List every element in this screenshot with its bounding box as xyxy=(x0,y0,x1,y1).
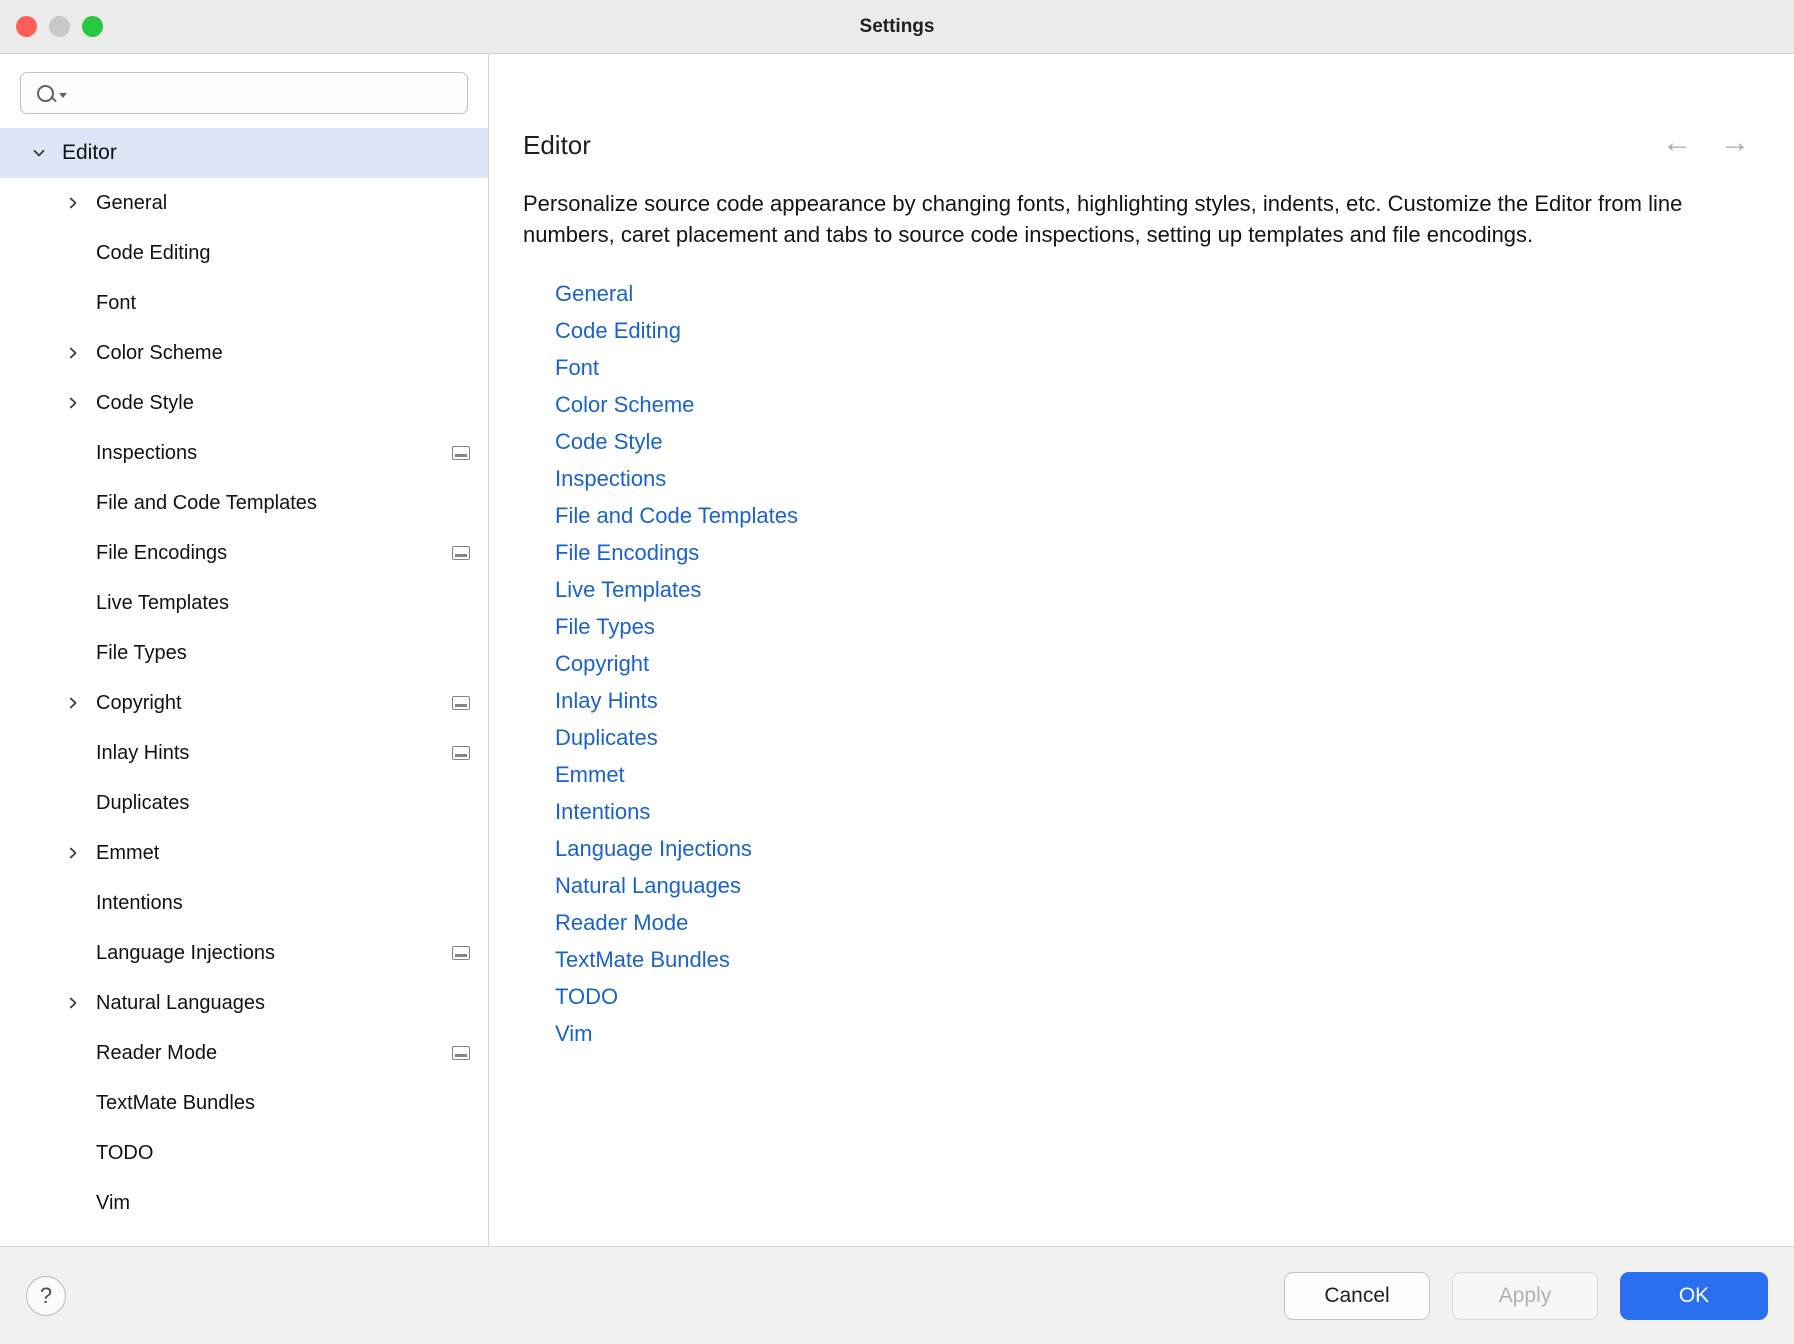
settings-sync-icon xyxy=(452,446,470,460)
window-title: Settings xyxy=(859,15,935,37)
zoom-window-button[interactable] xyxy=(82,16,103,37)
ok-button[interactable]: OK xyxy=(1620,1272,1768,1320)
sidebar-item-label: Language Injections xyxy=(96,941,276,964)
link-reader-mode[interactable]: Reader Mode xyxy=(555,909,689,935)
link-emmet[interactable]: Emmet xyxy=(555,761,625,787)
page-title: Editor xyxy=(523,130,591,160)
sidebar-item-label: Copyright xyxy=(96,691,182,714)
window-body xyxy=(0,54,1794,1246)
chevron-right-icon[interactable] xyxy=(62,695,84,711)
link-textmate-bundles[interactable]: TextMate Bundles xyxy=(555,946,730,972)
settings-tree[interactable] xyxy=(0,128,488,1246)
chevron-down-icon[interactable] xyxy=(59,93,67,98)
sidebar-item-editor[interactable] xyxy=(0,128,488,178)
sidebar-item-natural-languages[interactable] xyxy=(0,978,488,1028)
settings-sync-icon xyxy=(452,746,470,760)
sidebar-item-font[interactable] xyxy=(0,278,488,328)
sidebar-item-intentions[interactable] xyxy=(0,878,488,928)
chevron-down-icon[interactable] xyxy=(28,145,50,161)
sidebar-item-label: TODO xyxy=(96,1141,154,1164)
sidebar-item-label: Reader Mode xyxy=(96,1041,218,1064)
sidebar-item-vim[interactable] xyxy=(0,1178,488,1228)
dialog-footer xyxy=(0,1246,1794,1344)
sidebar-item-label: Inlay Hints xyxy=(96,741,190,764)
sidebar-item-todo[interactable] xyxy=(0,1128,488,1178)
link-vim[interactable]: Vim xyxy=(555,1020,593,1046)
sidebar-item-label: Code Style xyxy=(96,391,194,414)
settings-sync-icon xyxy=(452,1046,470,1060)
sidebar-item-label: File and Code Templates xyxy=(96,491,317,514)
link-live-templates[interactable]: Live Templates xyxy=(555,577,702,603)
link-duplicates[interactable]: Duplicates xyxy=(555,724,658,750)
sidebar-item-label: General xyxy=(96,191,168,214)
sidebar-item-label: Intentions xyxy=(96,891,183,914)
arrow-right-icon[interactable]: → xyxy=(1720,126,1750,159)
page-description: Personalize source code appearance by changing fonts, highlighting styles, indents, etc. Customize the Editor from line numbers, caret placement and tabs to source code inspections, setting up templates and file encodings. xyxy=(523,191,1683,248)
sidebar-item-inspections[interactable] xyxy=(0,428,488,478)
settings-main-panel xyxy=(489,54,1794,1246)
sidebar-item-live-templates[interactable] xyxy=(0,578,488,628)
settings-sync-icon xyxy=(452,946,470,960)
sidebar-item-label: Duplicates xyxy=(96,791,190,814)
link-natural-languages[interactable]: Natural Languages xyxy=(555,872,741,898)
sidebar-item-inlay-hints[interactable] xyxy=(0,728,488,778)
search-input[interactable] xyxy=(67,82,457,104)
sidebar-item-color-scheme[interactable] xyxy=(0,328,488,378)
help-button[interactable]: ? xyxy=(26,1276,66,1316)
link-color-scheme[interactable]: Color Scheme xyxy=(555,392,695,418)
sidebar-item-copyright[interactable] xyxy=(0,678,488,728)
settings-sync-icon xyxy=(452,696,470,710)
link-general[interactable]: General xyxy=(555,281,634,307)
sidebar-item-label: Natural Languages xyxy=(96,991,266,1014)
sidebar-item-language-injections[interactable] xyxy=(0,928,488,978)
link-code-style[interactable]: Code Style xyxy=(555,429,663,455)
minimize-window-button[interactable] xyxy=(49,16,70,37)
sidebar-item-label: Inspections xyxy=(96,441,198,464)
chevron-right-icon[interactable] xyxy=(62,845,84,861)
link-todo[interactable]: TODO xyxy=(555,983,619,1009)
chevron-right-icon[interactable] xyxy=(62,995,84,1011)
link-copyright[interactable]: Copyright xyxy=(555,651,650,676)
link-language-injections[interactable]: Language Injections xyxy=(555,835,752,861)
sidebar-item-code-style[interactable] xyxy=(0,378,488,428)
sidebar-item-general[interactable] xyxy=(0,178,488,228)
window-controls xyxy=(16,16,103,37)
sidebar-item-label: Font xyxy=(96,291,137,314)
arrow-left-icon[interactable]: ← xyxy=(1662,126,1692,159)
sidebar-item-label: File Encodings xyxy=(96,541,228,564)
close-window-button[interactable] xyxy=(16,16,37,37)
title-bar xyxy=(0,0,1794,54)
link-font[interactable]: Font xyxy=(555,355,600,381)
settings-sidebar xyxy=(0,54,489,1246)
link-inlay-hints[interactable]: Inlay Hints xyxy=(555,687,658,713)
sidebar-item-label: Emmet xyxy=(96,841,160,864)
chevron-right-icon[interactable] xyxy=(62,195,84,211)
sidebar-item-duplicates[interactable] xyxy=(0,778,488,828)
sidebar-item-label: Vim xyxy=(96,1191,131,1214)
sidebar-item-textmate-bundles[interactable] xyxy=(0,1078,488,1128)
sidebar-item-label: Editor xyxy=(62,141,117,164)
search-box[interactable] xyxy=(20,72,468,114)
settings-sync-icon xyxy=(452,546,470,560)
sidebar-item-file-types[interactable] xyxy=(0,628,488,678)
sidebar-item-label: Color Scheme xyxy=(96,341,223,364)
cancel-button[interactable]: Cancel xyxy=(1284,1272,1430,1320)
sidebar-item-reader-mode[interactable] xyxy=(0,1028,488,1078)
sidebar-item-label: File Types xyxy=(96,641,187,664)
sidebar-item-code-editing[interactable] xyxy=(0,228,488,278)
link-inspections[interactable]: Inspections xyxy=(555,466,667,492)
sidebar-item-label: TextMate Bundles xyxy=(96,1091,255,1114)
chevron-right-icon[interactable] xyxy=(62,345,84,361)
subsection-link-list xyxy=(489,250,1794,1052)
link-code-editing[interactable]: Code Editing xyxy=(555,318,681,344)
search-container xyxy=(0,54,488,128)
sidebar-item-file-encodings[interactable] xyxy=(0,528,488,578)
sidebar-item-label: Live Templates xyxy=(96,591,230,614)
sidebar-item-label: Code Editing xyxy=(96,241,211,264)
link-file-types[interactable]: File Types xyxy=(555,614,655,640)
link-file-encodings[interactable]: File Encodings xyxy=(555,540,700,566)
sidebar-item-emmet[interactable] xyxy=(0,828,488,878)
link-intentions[interactable]: Intentions xyxy=(555,798,651,824)
link-file-and-code-templates[interactable]: File and Code Templates xyxy=(555,503,798,529)
sidebar-item-file-and-code-templates[interactable] xyxy=(0,478,488,528)
search-icon xyxy=(37,85,54,102)
apply-button: Apply xyxy=(1452,1272,1598,1320)
nav-arrows xyxy=(1662,128,1750,158)
main-header xyxy=(489,54,1794,158)
chevron-right-icon[interactable] xyxy=(62,395,84,411)
